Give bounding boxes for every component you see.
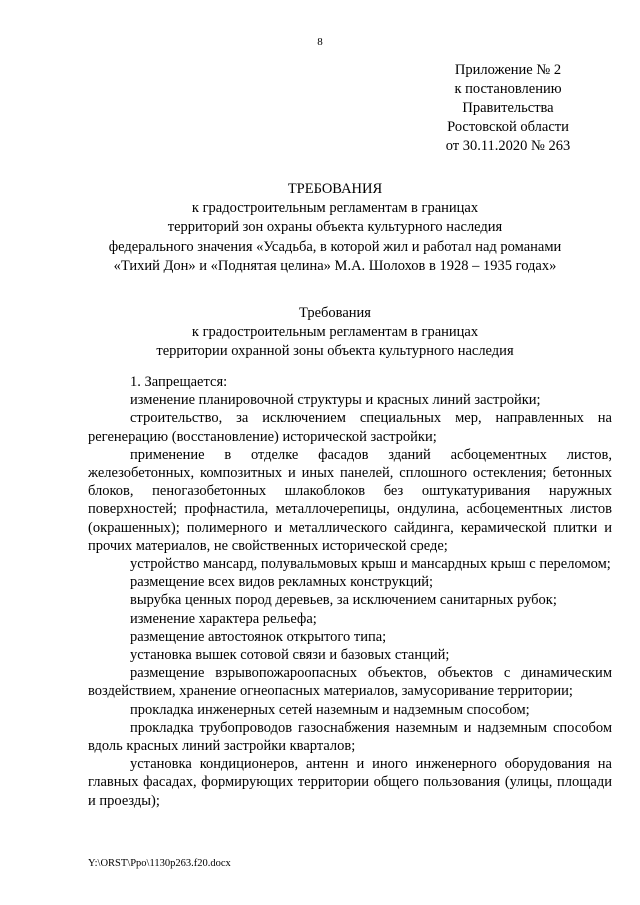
requirement-paragraph: прокладка трубопроводов газоснабжения наземным и надземным способом вдоль красных линий застройки кварталов; — [88, 719, 612, 755]
requirement-paragraph: установка кондиционеров, антенн и иного инженерного оборудования на главных фасадах, формирующих территории общего пользования (улицы, площади и проезды); — [88, 756, 612, 809]
section-title — [60, 304, 610, 361]
appendix-line: Правительства — [462, 100, 554, 116]
requirement-paragraph: строительство, за исключением специальных мер, направленных на регенерацию (восстановление) исторической застройки; — [88, 410, 612, 445]
title-line: к градостроительным регламентам в границах — [191, 200, 479, 217]
requirement-paragraph: изменение характера рельефа; — [130, 610, 317, 627]
item-heading: 1. Запрещается: — [130, 374, 228, 390]
title-line: «Тихий Дон» и «Поднятая целина» М.А. Шолохов в 1928 – 1935 годах» — [113, 257, 557, 274]
requirement-paragraph: применение в отделке фасадов зданий асбоцементных листов, железобетонных, композитных и иных панелей, сплошного остекления; бетонных блоков, пеногазобетонных шлакоблоков без оштукатуривания наружных поверхностей; профнастила, металлочерепицы, ондулина, асбоцементных листов (окрашенных); полимерного и металлического сайдинга, керамической плитки и прочих материалов, не свойственных исторической среде; — [88, 446, 612, 554]
requirement-paragraph: размещение автостоянок открытого типа; — [130, 628, 387, 645]
requirement-paragraph: устройство мансард, полувальмовых крыш и мансардных крыш с переломом; — [130, 556, 611, 573]
appendix-block — [433, 61, 583, 156]
title-line: территорий зон охраны объекта культурного наследия — [167, 219, 503, 236]
requirement-paragraph: изменение планировочной структуры и красных линий застройки; — [130, 392, 541, 409]
requirement-paragraph: вырубка ценных пород деревьев, за исключением санитарных рубок; — [130, 592, 557, 609]
requirement-paragraph: размещение всех видов рекламных конструкций; — [130, 574, 434, 591]
requirement-paragraph: установка вышек сотовой связи и базовых станций; — [130, 647, 450, 664]
subtitle-heading: Требования — [299, 305, 371, 321]
appendix-line: от 30.11.2020 № 263 — [445, 138, 571, 154]
requirement-paragraph: размещение взрывопожароопасных объектов, объектов с динамическим воздействием, хранение огнеопасных материалов, замусоривание территории; — [88, 665, 612, 700]
subtitle-line: к градостроительным регламентам в границах — [191, 324, 479, 340]
appendix-line: Ростовской области — [447, 119, 569, 135]
title-line: федерального значения «Усадьба, в которой жил и работал над романами — [108, 238, 562, 255]
document-title — [60, 180, 610, 276]
requirements-body — [88, 373, 612, 810]
appendix-line: к постановлению — [454, 81, 562, 97]
requirement-paragraph: прокладка инженерных сетей наземным и надземным способом; — [130, 701, 530, 718]
file-path-footer: Y:\ORST\Ppo\1130p263.f20.docx — [88, 858, 231, 869]
title-heading: ТРЕБОВАНИЯ — [287, 181, 383, 197]
subtitle-line: территории охранной зоны объекта культурного наследия — [156, 343, 514, 359]
page-number: 8 — [317, 36, 323, 48]
appendix-line: Приложение № 2 — [454, 62, 562, 78]
